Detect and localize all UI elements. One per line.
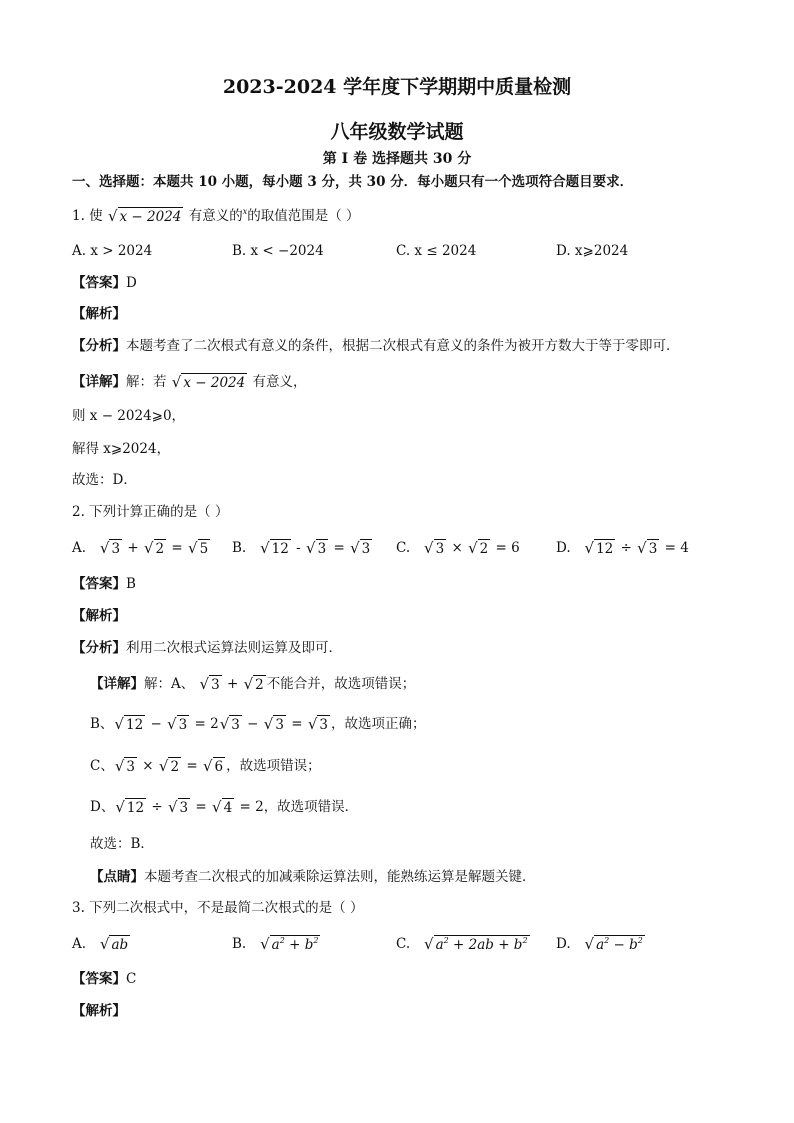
section-heading: 一、选择题：本题共 10 小题，每小题 3 分，共 30 分．每小题只有一个选项符合题目要求． [72,174,634,190]
q2-detail-b: B、 √ 12 − √ 3 = 2 √ 3 − √ 3 = √ 3 ，故选项正确； [90,715,426,733]
q1-analysis-tag: 【解析】 [72,306,126,322]
exam-title: 2023-2024 学年度下学期期中质量检测 [222,76,572,98]
q1-line2: 则 x − 2024⩾0， [72,408,186,424]
q1-line3: 解得 x⩾2024， [72,441,171,457]
q3-answer: 【答案】C [72,971,137,987]
q3-analysis-tag: 【解析】 [72,1003,126,1019]
q3-option-a: A. √ ab [72,935,129,953]
q1-answer: 【答案】D [72,275,137,291]
q2-stem: 2. 下列计算正确的是（ ） [72,504,229,520]
q1-option-c: C. x ≤ 2024 [396,243,477,259]
q2-fenxi: 【分析】利用二次根式运算法则运算及即可． [72,640,342,656]
q3-stem: 3. 下列二次根式中，不是最简二次根式的是（ ） [72,900,364,916]
q2-analysis-tag: 【解析】 [72,608,126,624]
q3-option-c: C. √ $a^2 + 2ab + b^2$ [396,935,528,953]
q1-stem: 1. 使 √ x − 2024 有意义的$^x$的取值范围是（ ） [72,207,360,225]
q2-option-b: B. √ 12 - √ 3 = √ 3 [232,539,371,557]
q2-option-d: D. √ 12 ÷ √ 3 = 4 [556,539,689,557]
q2-conclusion: 故选：B． [90,836,154,852]
q3-option-d: D. √ $a^2 - b^2$ [556,935,643,953]
q1-detail: 【详解】解：若 √ x − 2024 有意义， [72,373,307,391]
exam-subtitle: 八年级数学试题 [330,121,464,143]
q2-dianjing: 【点睛】本题考查二次根式的加减乘除运算法则，能熟练运算是解题关键． [90,869,536,885]
q2-detail-d: D、 √ 12 ÷ √ 3 = √ 4 = 2，故选项错误． [90,798,359,816]
q2-option-c: C. √ 3 × √ 2 = 6 [396,539,520,557]
q1-fenxi: 【分析】本题考查了二次根式有意义的条件，根据二次根式有意义的条件为被开方数大于等于零即可． [72,338,680,354]
q1-detail-sqrt: √ x − 2024 [171,373,246,391]
q1-sqrt: √ x − 2024 [107,207,182,225]
q1-option-b: B. x < −2024 [232,243,324,259]
q1-line4: 故选：D． [72,472,137,488]
q2-answer: 【答案】B [72,576,136,592]
q2-option-a: A. √ 3 + √ 2 = √ 5 [72,539,209,557]
part-heading: 第 I 卷 选择题共 30 分 [322,151,472,167]
q1-option-a: A. x > 2024 [72,243,153,259]
q3-option-b: B. √ $a^2 + b^2$ [232,935,319,953]
q2-detail-a: 【详解】解：A、 √ 3 + √ 2 不能合并，故选项错误； [90,675,416,693]
q2-detail-c: C、 √ 3 × √ 2 = √ 6 ，故选项错误； [90,757,321,775]
q1-option-d: D. x⩾2024 [556,243,629,259]
